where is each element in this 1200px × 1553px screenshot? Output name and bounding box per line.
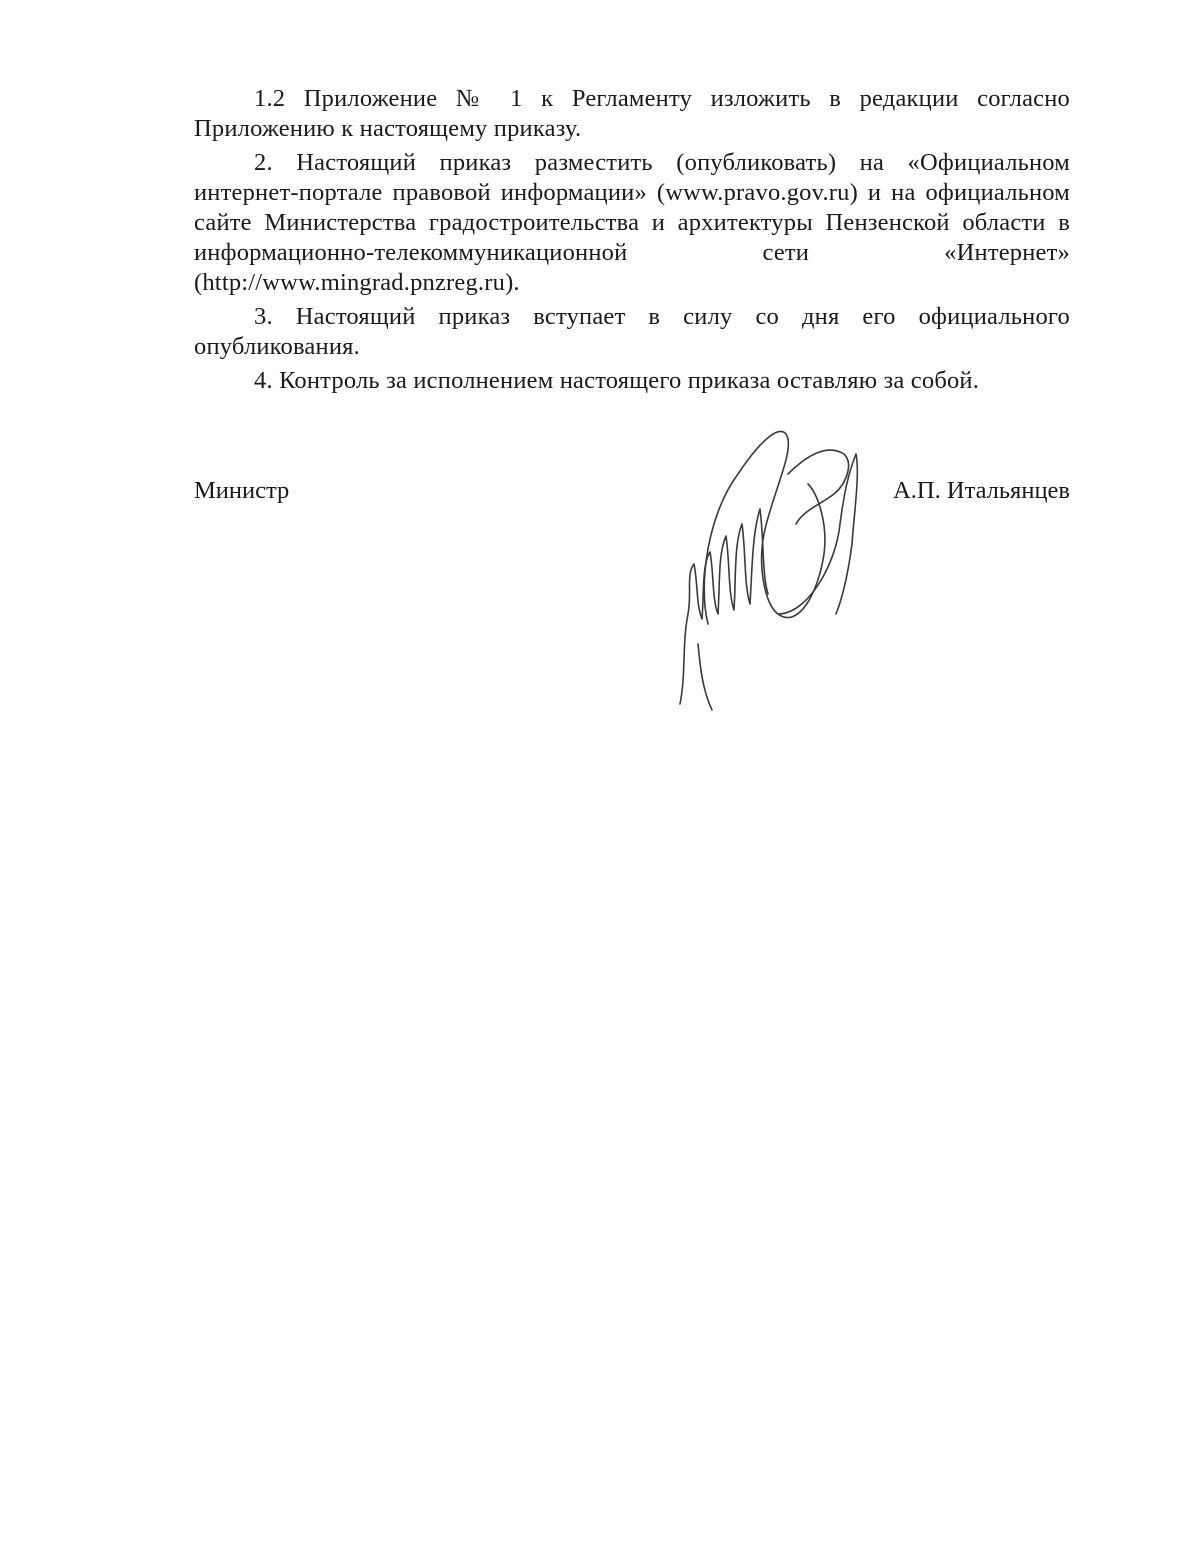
signature-stroke-flourish [788, 450, 849, 524]
signature-stroke-main [680, 509, 768, 704]
signature-block [194, 476, 1070, 508]
paragraph-4: 4. Контроль за исполнением настоящего приказа оставляю за собой. [254, 367, 980, 394]
signer-name: А.П. Итальянцев [893, 477, 1070, 504]
signer-position: Министр [194, 477, 290, 504]
paragraph-2: 2. Настоящий приказ разместить (опубликовать) на «Официальном интернет-портале правовой информации» (www.pravo.gov.ru) и на официальном сайте Министерства градостроительства и архитектуры Пензенской области в информационно-телекоммуникационной сети «Интернет» (http://www.mingrad.pnzreg.ru). [194, 149, 1070, 296]
handwritten-signature [668, 414, 868, 714]
signature-stroke-loop [704, 431, 825, 624]
document-body [194, 84, 1070, 396]
signature-stroke-descender [698, 644, 712, 710]
paragraph-1-2: 1.2 Приложение № 1 к Регламенту изложить в редакции согласно Приложению к настоящему приказу. [194, 85, 1070, 142]
paragraph-3: 3. Настоящий приказ вступает в силу со дня его официального опубликования. [194, 303, 1070, 360]
